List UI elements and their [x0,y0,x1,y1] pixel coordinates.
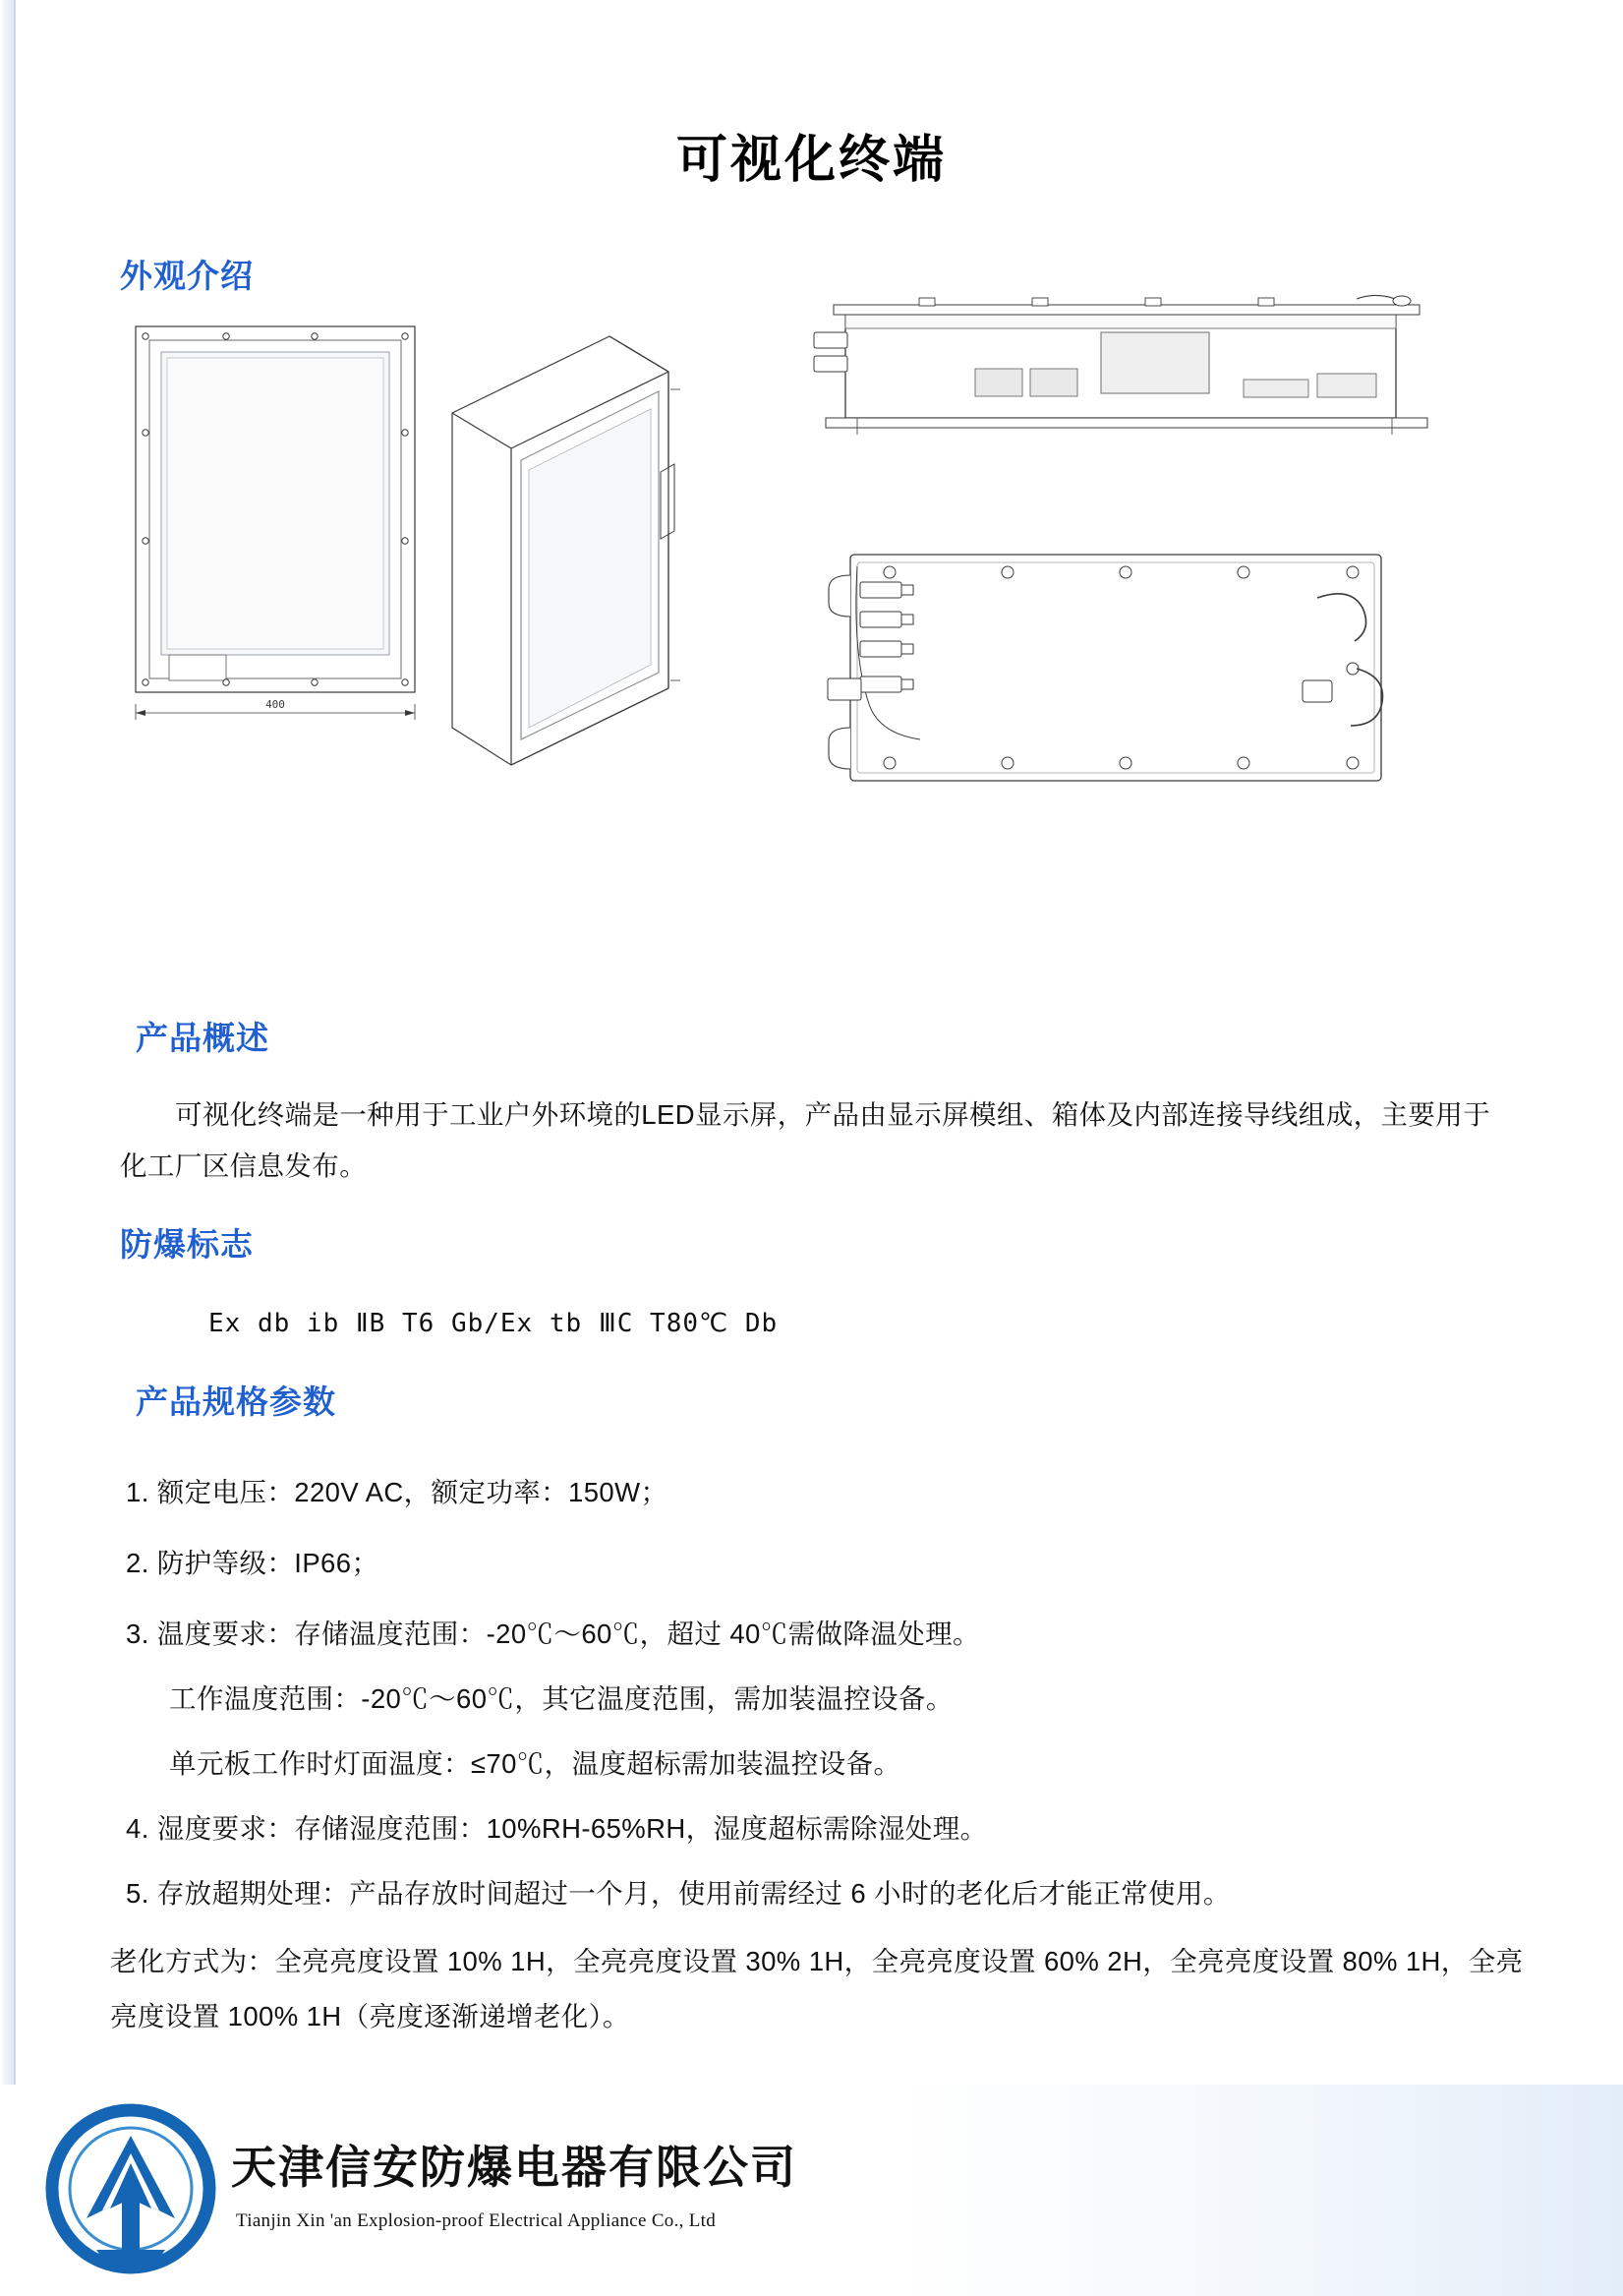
company-name-cn: 天津信安防爆电器有限公司 [231,2141,797,2194]
page-edge-gradient [0,0,14,2296]
spec-item-4: 4. 湿度要求：存储湿度范围：10%RH-65%RH，湿度超标需除湿处理。 [126,1813,988,1844]
spec-item-3-sub-1: 工作温度范围：-20℃～60℃，其它温度范围，需加装温控设备。 [169,1683,954,1714]
spec-item-3-sub-2: 单元板工作时灯面温度：≤70℃，温度超标需加装温控设备。 [169,1748,901,1779]
rear-view-drawing [806,531,1445,826]
isometric-view-drawing [423,295,757,767]
section-heading-overview: 产品概述 [136,1020,269,1056]
section-heading-specs: 产品规格参数 [136,1383,336,1420]
page-edge-line [14,0,16,2296]
page-title: 可视化终端 [675,132,947,189]
top-section-drawing [806,285,1445,482]
spec-item-3: 3. 温度要求：存储温度范围：-20℃～60℃，超过 40℃需做降温处理。 [126,1619,980,1649]
page-footer [0,2085,1623,2296]
explosion-mark-value: Ex db ib ⅡB T6 Gb/Ex tb ⅢC T80℃ Db [208,1309,779,1338]
front-view-drawing [118,315,433,728]
appearance-drawings [98,285,1534,954]
spec-aging-note: 老化方式为：全亮亮度设置 10% 1H，全亮亮度设置 30% 1H，全亮亮度设置 60% 2H，全亮亮度设置 80% 1H，全亮亮度设置 100% 1H（亮度逐渐递增老化）。 [110,1946,1524,2031]
section-heading-appearance: 外观介绍 [120,258,254,294]
spec-item-2: 2. 防护等级：IP66； [126,1548,379,1578]
company-name-en: Tianjin Xin 'an Explosion-proof Electrical Appliance Co., Ltd [236,2210,717,2231]
spec-item-1: 1. 额定电压：220V AC，额定功率：150W； [126,1477,668,1507]
spec-item-5: 5. 存放超期处理：产品存放时间超过一个月，使用前需经过 6 小时的老化后才能正常使用。 [126,1878,1231,1909]
company-logo-icon [37,2102,224,2279]
svg-text:400: 400 [265,698,285,711]
section-heading-explosion-mark: 防爆标志 [120,1226,254,1263]
overview-paragraph: 可视化终端是一种用于工业户外环境的LED显示屏，产品由显示屏模组、箱体及内部连接导线组成，主要用于化工厂区信息发布。 [120,1099,1491,1181]
